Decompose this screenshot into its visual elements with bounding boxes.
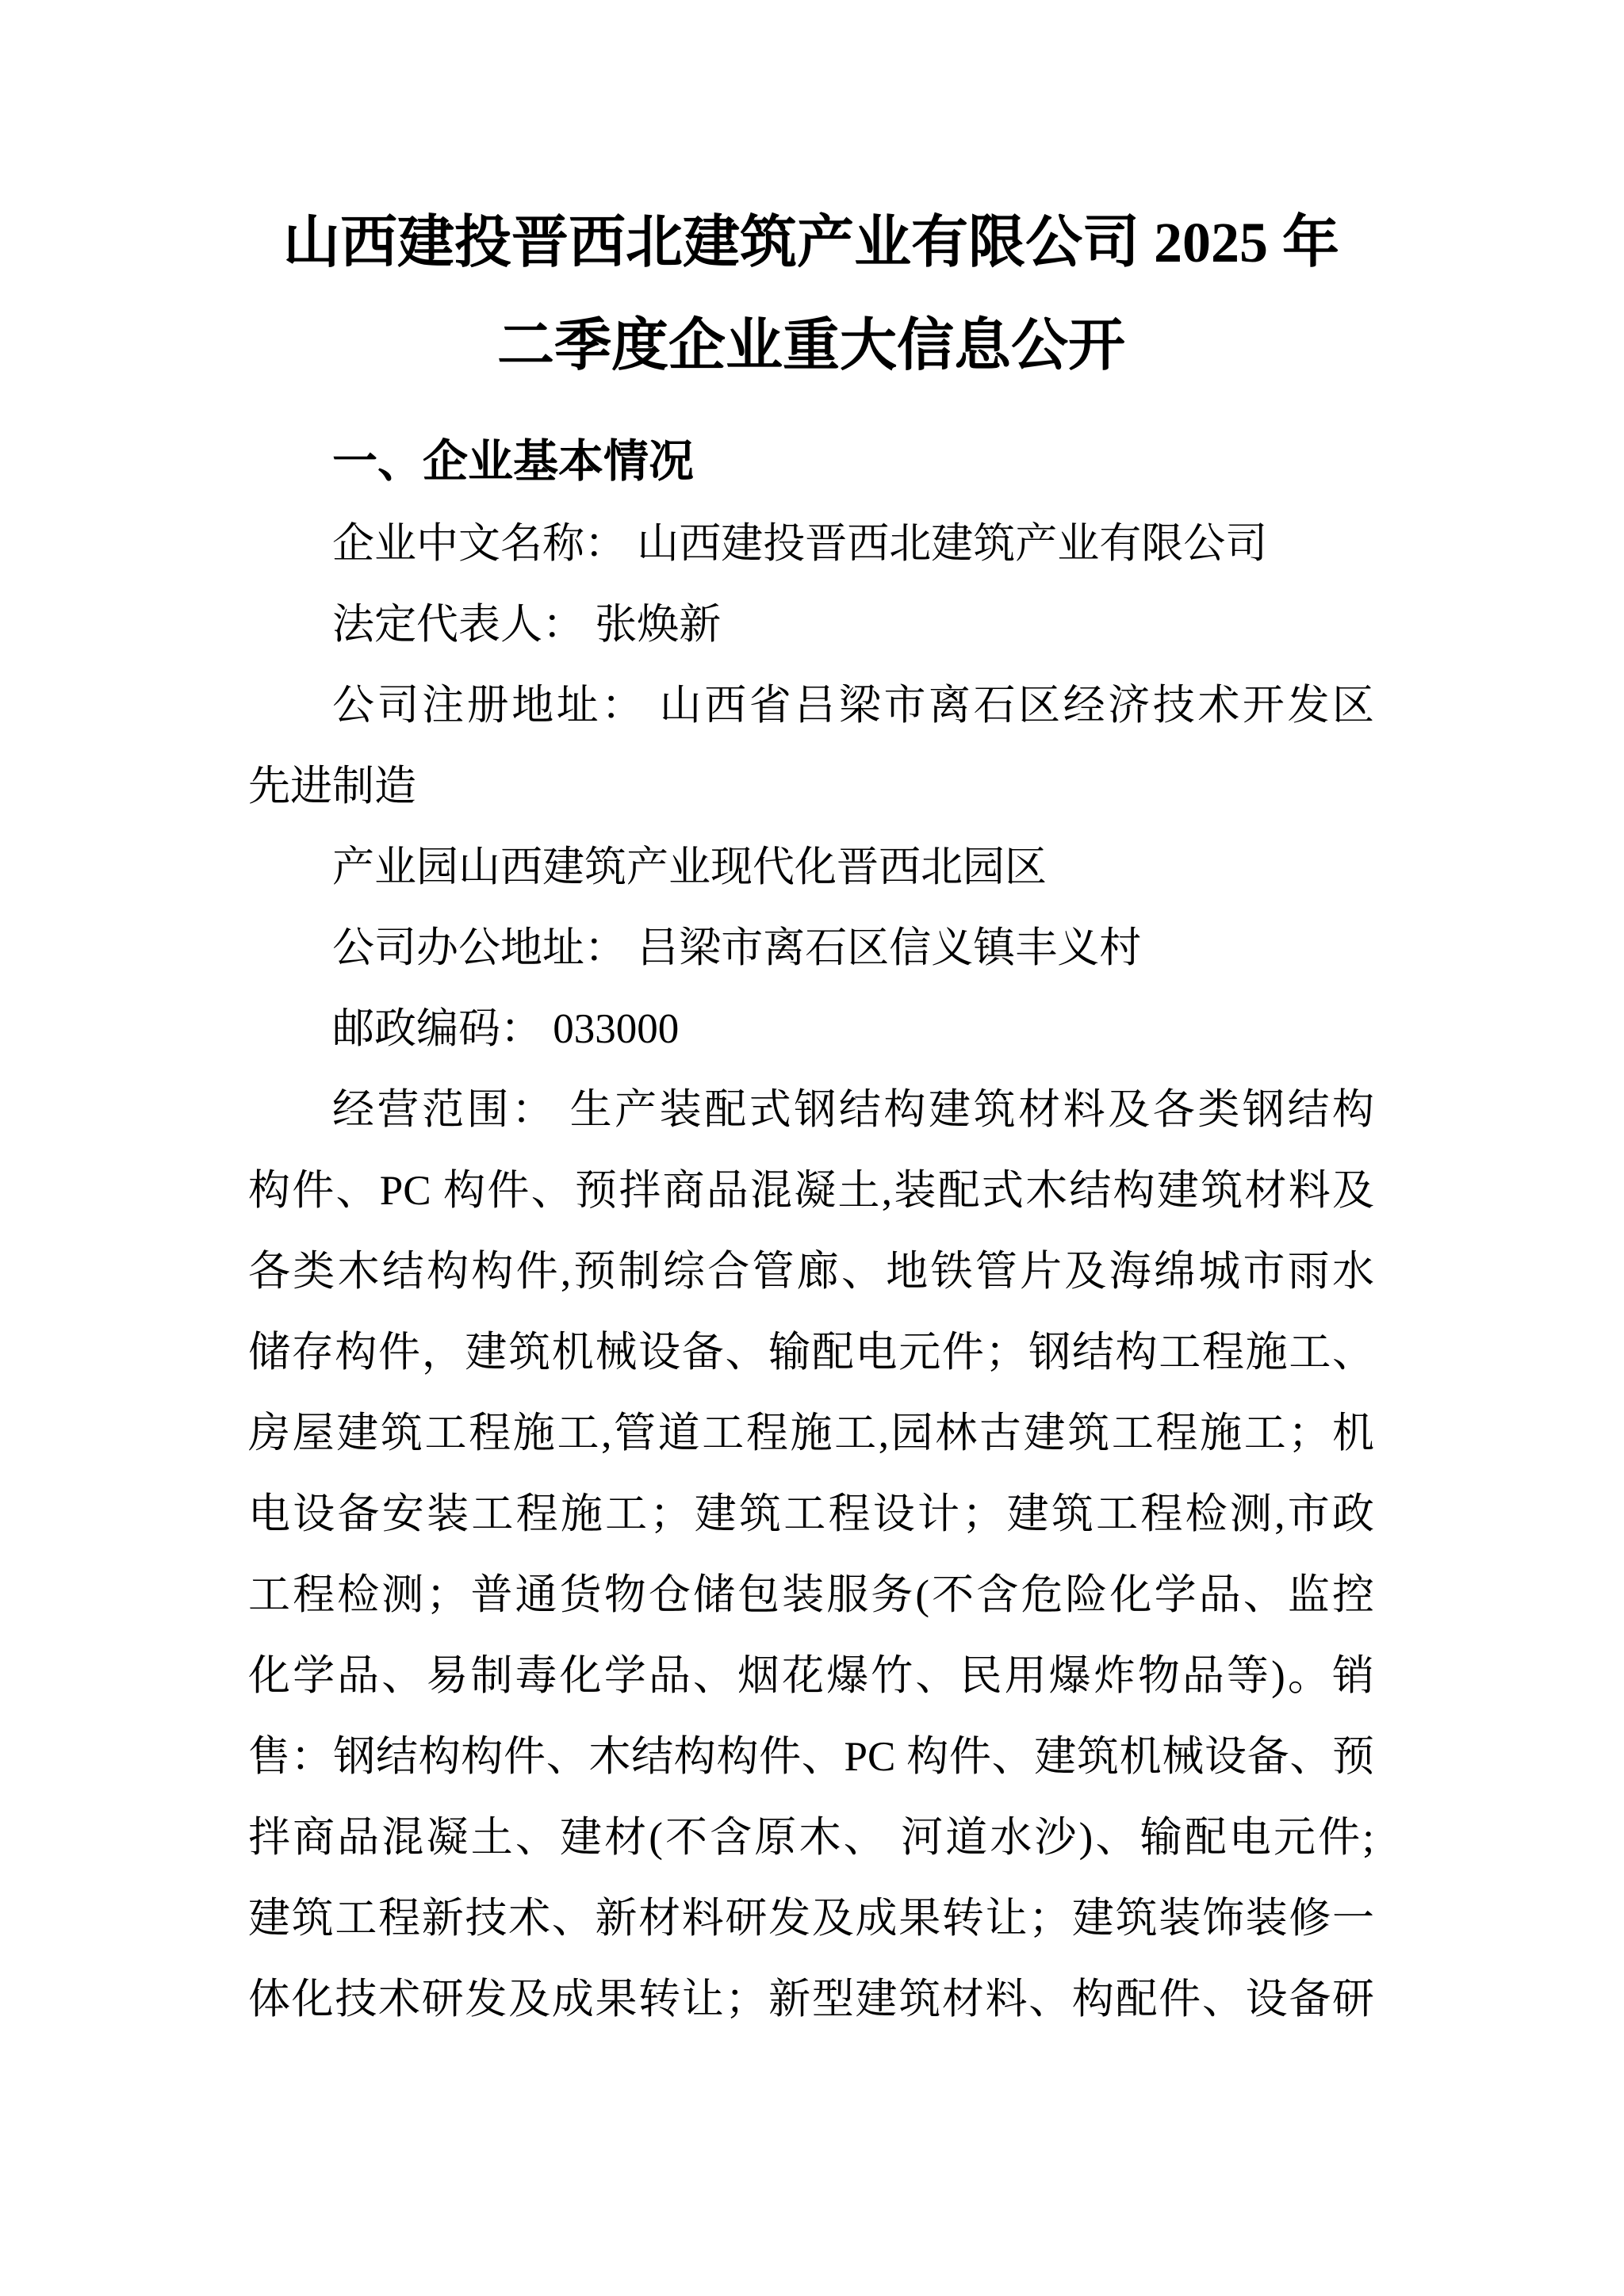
body-line: 体化技术研发及成果转让；新型建筑材料、构配件、设备研 bbox=[248, 1976, 1374, 2022]
body-line: 各类木结构构件,预制综合管廊、地铁管片及海绵城市雨水 bbox=[248, 1249, 1374, 1295]
body-line: 化学品、易制毒化学品、烟花爆竹、民用爆炸物品等)。销 bbox=[248, 1653, 1374, 1699]
body-line: 构件、PC 构件、预拌商品混凝土,装配式木结构建筑材料及 bbox=[248, 1168, 1374, 1214]
body-line: 法定代表人： 张焕新 bbox=[332, 602, 722, 648]
body-line: 产业园山西建筑产业现代化晋西北园区 bbox=[332, 844, 1047, 890]
page-title-line-1: 山西建投晋西北建筑产业有限公司 2025 年 bbox=[282, 211, 1339, 274]
body-line: 公司注册地址： 山西省吕梁市离石区经济技术开发区 bbox=[332, 683, 1374, 729]
section-heading: 一、企业基本情况 bbox=[332, 436, 694, 487]
body-line: 拌商品混凝土、建材(不含原木、 河道水沙)、输配电元件; bbox=[248, 1815, 1374, 1861]
body-line: 房屋建筑工程施工,管道工程施工,园林古建筑工程施工；机 bbox=[248, 1410, 1374, 1456]
body-line: 先进制造 bbox=[248, 763, 416, 809]
body-line: 建筑工程新技术、新材料研发及成果转让；建筑装饰装修一 bbox=[248, 1896, 1374, 1942]
body-line: 公司办公地址： 吕梁市离石区信义镇丰义村 bbox=[332, 925, 1142, 971]
body-text bbox=[248, 503, 1374, 2040]
body-line: 电设备安装工程施工；建筑工程设计；建筑工程检测,市政 bbox=[248, 1491, 1374, 1537]
body-line: 售：钢结构构件、木结构构件、PC 构件、建筑机械设备、预 bbox=[248, 1734, 1374, 1780]
body-line: 储存构件，建筑机械设备、输配电元件；钢结构工程施工、 bbox=[248, 1330, 1374, 1376]
body-line: 经营范围： 生产装配式钢结构建筑材料及各类钢结构 bbox=[332, 1087, 1374, 1133]
body-line: 邮政编码： 033000 bbox=[332, 1006, 680, 1052]
document-content bbox=[248, 0, 1374, 2040]
page-title-line-2: 二季度企业重大信息公开 bbox=[496, 314, 1125, 377]
page-title bbox=[248, 191, 1374, 397]
body-line: 企业中文名称： 山西建投晋西北建筑产业有限公司 bbox=[332, 521, 1268, 567]
body-line: 工程检测；普通货物仓储包装服务(不含危险化学品、监控 bbox=[248, 1572, 1374, 1618]
